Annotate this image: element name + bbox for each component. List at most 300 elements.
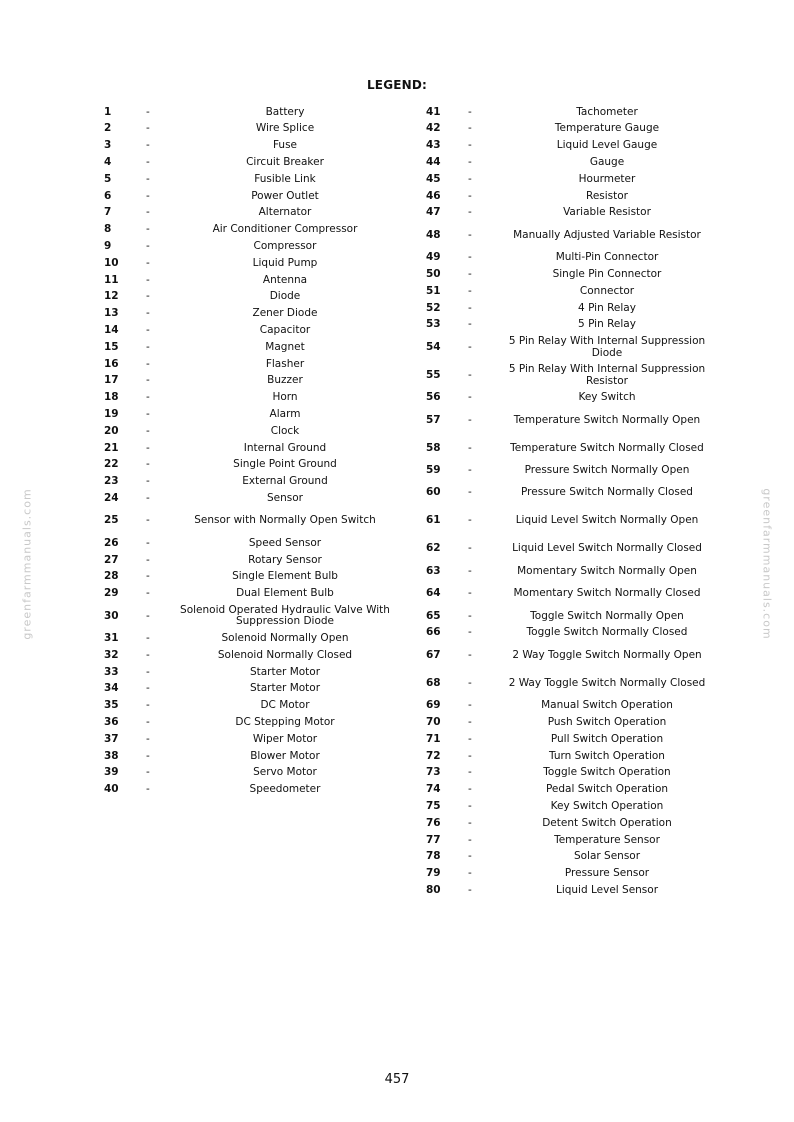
legend-description: External Ground xyxy=(242,475,328,488)
legend-dash: - xyxy=(146,553,150,566)
legend-row xyxy=(422,250,742,267)
legend-description: Momentary Switch Normally Open xyxy=(517,564,697,577)
legend-row xyxy=(100,457,420,474)
legend-dash: - xyxy=(146,570,150,583)
legend-dash: - xyxy=(146,240,150,253)
legend-dash: - xyxy=(146,290,150,303)
legend-number: 75 xyxy=(426,799,441,812)
legend-row xyxy=(422,283,742,300)
legend-row xyxy=(100,289,420,306)
legend-number: 22 xyxy=(104,458,119,471)
legend-row xyxy=(100,423,420,440)
legend-description: 4 Pin Relay xyxy=(578,301,636,314)
legend-dash: - xyxy=(468,732,472,745)
legend-dash: - xyxy=(146,715,150,728)
legend-description: Turn Switch Operation xyxy=(549,749,665,762)
legend-row xyxy=(422,849,742,866)
legend-number: 18 xyxy=(104,391,119,404)
legend-number: 63 xyxy=(426,564,441,577)
legend-dash: - xyxy=(468,609,472,622)
legend-row xyxy=(100,535,420,552)
legend-description: Multi-Pin Connector xyxy=(555,251,659,264)
legend-row xyxy=(422,479,742,507)
legend-row xyxy=(422,390,742,407)
legend-description: Antenna xyxy=(262,273,308,286)
legend-row xyxy=(100,647,420,664)
legend-dash: - xyxy=(468,318,472,331)
legend-description: Liquid Level Sensor xyxy=(555,883,659,896)
legend-number: 34 xyxy=(104,682,119,695)
legend-dash: - xyxy=(146,273,150,286)
legend-row xyxy=(100,630,420,647)
legend-number: 62 xyxy=(426,542,441,555)
legend-row xyxy=(422,798,742,815)
legend-number: 80 xyxy=(426,883,441,896)
legend-row xyxy=(100,205,420,222)
legend-number: 1 xyxy=(104,105,112,118)
legend-number: 70 xyxy=(426,715,441,728)
legend-dash: - xyxy=(146,206,150,219)
legend-dash: - xyxy=(146,475,150,488)
legend-dash: - xyxy=(468,413,472,426)
legend-number: 35 xyxy=(104,699,119,712)
legend-number: 76 xyxy=(426,816,441,829)
legend-dash: - xyxy=(146,374,150,387)
legend-number: 36 xyxy=(104,715,119,728)
legend-number: 3 xyxy=(104,139,112,152)
legend-description: Compressor xyxy=(253,240,317,253)
legend-description: Solenoid Operated Hydraulic Valve With Suppression Diode xyxy=(180,603,390,628)
legend-row xyxy=(100,222,420,239)
legend-number: 56 xyxy=(426,391,441,404)
legend-row xyxy=(100,681,420,698)
legend-description: Toggle Switch Normally Open xyxy=(530,609,684,622)
legend-number: 38 xyxy=(104,749,119,762)
legend-row xyxy=(100,474,420,491)
legend-dash: - xyxy=(146,587,150,600)
legend-description: Power Outlet xyxy=(251,189,319,202)
legend-dash: - xyxy=(146,648,150,661)
legend-row xyxy=(422,154,742,171)
legend-row xyxy=(422,121,742,138)
legend-row xyxy=(100,507,420,535)
page-title: LEGEND: xyxy=(366,78,428,92)
legend-row xyxy=(422,362,742,390)
legend-description: 5 Pin Relay xyxy=(578,318,636,331)
legend-description: DC Stepping Motor xyxy=(235,715,335,728)
legend-dash: - xyxy=(468,648,472,661)
legend-description: Toggle Switch Normally Closed xyxy=(526,626,688,639)
legend-description: 2 Way Toggle Switch Normally Closed xyxy=(508,676,706,689)
legend-number: 4 xyxy=(104,156,112,169)
legend-dash: - xyxy=(146,749,150,762)
legend-row xyxy=(100,731,420,748)
legend-dash: - xyxy=(146,122,150,135)
legend-row xyxy=(422,535,742,563)
legend-description: Internal Ground xyxy=(243,441,327,454)
legend-number: 14 xyxy=(104,324,119,336)
legend-description: Temperature Switch Normally Open xyxy=(513,413,701,426)
legend-description: Variable Resistor xyxy=(563,206,651,219)
legend-description: Gauge xyxy=(589,156,625,169)
legend-row xyxy=(100,552,420,569)
legend-description: Connector xyxy=(579,284,635,297)
legend-dash: - xyxy=(146,441,150,454)
legend-dash: - xyxy=(468,301,472,314)
legend-number: 5 xyxy=(104,172,112,185)
legend-number: 45 xyxy=(426,172,441,185)
legend-number: 43 xyxy=(426,139,441,152)
legend-row xyxy=(422,782,742,799)
legend-row xyxy=(100,272,420,289)
legend-description: Single Pin Connector xyxy=(552,268,662,281)
legend-number: 44 xyxy=(426,156,441,169)
legend-dash: - xyxy=(146,682,150,695)
legend-row xyxy=(422,317,742,334)
legend-description: Air Conditioner Compressor xyxy=(212,223,358,236)
legend-row xyxy=(422,866,742,883)
legend-number: 48 xyxy=(426,228,441,241)
legend-row xyxy=(100,306,420,323)
legend-row xyxy=(100,765,420,782)
legend-description: Magnet xyxy=(265,340,305,353)
legend-row xyxy=(422,815,742,832)
legend-row xyxy=(100,104,420,121)
legend-dash: - xyxy=(468,626,472,639)
legend-number: 6 xyxy=(104,189,112,202)
legend-dash: - xyxy=(146,766,150,779)
legend-dash: - xyxy=(468,464,472,476)
legend-dash: - xyxy=(146,139,150,152)
legend-number: 67 xyxy=(426,648,441,661)
legend-number: 50 xyxy=(426,268,441,281)
legend-dash: - xyxy=(146,391,150,404)
legend-description: Starter Motor xyxy=(249,682,321,695)
legend-dash: - xyxy=(468,340,472,353)
legend-number: 32 xyxy=(104,648,119,661)
legend-column-left xyxy=(100,104,420,798)
legend-number: 17 xyxy=(104,374,119,387)
legend-row xyxy=(422,642,742,670)
watermark-right: greenfarmmanuals.com xyxy=(760,488,774,640)
legend-row xyxy=(422,698,742,715)
legend-row xyxy=(422,608,742,625)
legend-description: Servo Motor xyxy=(253,766,317,779)
legend-dash: - xyxy=(146,458,150,471)
legend-row xyxy=(100,664,420,681)
legend-dash: - xyxy=(468,251,472,264)
legend-number: 65 xyxy=(426,609,441,622)
legend-dash: - xyxy=(146,514,150,527)
legend-dash: - xyxy=(146,172,150,185)
legend-number: 37 xyxy=(104,732,119,745)
legend-description: Detent Switch Operation xyxy=(542,816,672,829)
legend-dash: - xyxy=(468,486,472,499)
legend-column-right xyxy=(422,104,742,899)
legend-description: Push Switch Operation xyxy=(547,715,667,728)
legend-number: 12 xyxy=(104,290,119,303)
legend-dash: - xyxy=(468,799,472,812)
legend-dash: - xyxy=(468,867,472,880)
legend-description: Alarm xyxy=(269,407,301,420)
legend-row xyxy=(422,222,742,250)
legend-dash: - xyxy=(146,536,150,549)
legend-dash: - xyxy=(468,883,472,896)
legend-description: 2 Way Toggle Switch Normally Open xyxy=(512,648,702,661)
legend-dash: - xyxy=(468,542,472,555)
legend-description: 5 Pin Relay With Internal Suppression Diode xyxy=(508,335,706,359)
legend-number: 24 xyxy=(104,491,119,504)
legend-dash: - xyxy=(468,816,472,829)
legend-row xyxy=(100,373,420,390)
legend-row xyxy=(100,714,420,731)
legend-number: 39 xyxy=(104,766,119,779)
legend-description: Sensor xyxy=(267,491,303,504)
legend-description: Wire Splice xyxy=(255,122,315,135)
legend-description: Pressure Switch Normally Open xyxy=(524,464,690,476)
legend-dash: - xyxy=(468,122,472,135)
legend-number: 30 xyxy=(104,609,119,622)
legend-number: 60 xyxy=(426,486,441,499)
legend-row xyxy=(100,781,420,798)
legend-number: 58 xyxy=(426,441,441,454)
legend-row xyxy=(422,205,742,222)
legend-number: 8 xyxy=(104,223,112,236)
legend-number: 2 xyxy=(104,122,112,135)
legend-dash: - xyxy=(468,749,472,762)
legend-dash: - xyxy=(468,715,472,728)
legend-row xyxy=(422,748,742,765)
legend-row xyxy=(100,490,420,507)
legend-dash: - xyxy=(468,228,472,241)
legend-description: Zener Diode xyxy=(252,307,318,320)
legend-description: Single Point Ground xyxy=(233,458,337,471)
legend-row xyxy=(422,300,742,317)
legend-row xyxy=(100,255,420,272)
legend-number: 49 xyxy=(426,251,441,264)
legend-row xyxy=(100,188,420,205)
legend-dash: - xyxy=(146,256,150,269)
legend-number: 71 xyxy=(426,732,441,745)
legend-description: Hourmeter xyxy=(578,172,636,185)
legend-description: Solar Sensor xyxy=(573,850,641,863)
legend-description: Temperature Sensor xyxy=(554,833,660,846)
legend-dash: - xyxy=(146,631,150,644)
legend-description: Sensor with Normally Open Switch xyxy=(194,514,376,527)
legend-description: Momentary Switch Normally Closed xyxy=(513,587,701,600)
legend-row xyxy=(422,714,742,731)
legend-description: Flasher xyxy=(265,357,305,370)
legend-number: 66 xyxy=(426,626,441,639)
legend-description: Manually Adjusted Variable Resistor xyxy=(513,228,701,241)
page-number: 457 xyxy=(384,1072,410,1087)
legend-description: Starter Motor xyxy=(249,665,321,678)
legend-row xyxy=(100,339,420,356)
legend-number: 79 xyxy=(426,867,441,880)
legend-dash: - xyxy=(468,284,472,297)
legend-description: Circuit Breaker xyxy=(246,156,324,169)
watermark-left: greenfarmmanuals.com xyxy=(20,488,34,640)
legend-number: 7 xyxy=(104,206,112,219)
legend-description: Fuse xyxy=(272,139,298,152)
legend-number: 54 xyxy=(426,340,441,353)
legend-row xyxy=(422,507,742,535)
legend-dash: - xyxy=(468,368,472,381)
legend-description: Pedal Switch Operation xyxy=(545,783,669,796)
legend-description: Single Element Bulb xyxy=(232,570,338,583)
legend-number: 77 xyxy=(426,833,441,846)
legend-description: Clock xyxy=(270,424,300,437)
legend-number: 64 xyxy=(426,587,441,600)
legend-dash: - xyxy=(146,732,150,745)
legend-description: Wiper Motor xyxy=(252,732,318,745)
legend-number: 57 xyxy=(426,413,441,426)
legend-row xyxy=(422,334,742,362)
legend-row xyxy=(100,121,420,138)
legend-row xyxy=(100,406,420,423)
legend-dash: - xyxy=(468,189,472,202)
legend-description: Liquid Level Gauge xyxy=(556,139,658,152)
legend-row xyxy=(422,670,742,698)
legend-description: Buzzer xyxy=(267,374,303,387)
legend-dash: - xyxy=(468,850,472,863)
legend-row xyxy=(422,765,742,782)
legend-dash: - xyxy=(146,491,150,504)
legend-dash: - xyxy=(146,783,150,796)
legend-row xyxy=(100,356,420,373)
legend-number: 10 xyxy=(104,256,119,269)
legend-dash: - xyxy=(468,766,472,779)
legend-row xyxy=(100,171,420,188)
legend-description: Toggle Switch Operation xyxy=(543,766,671,779)
legend-dash: - xyxy=(468,514,472,527)
legend-number: 61 xyxy=(426,514,441,527)
legend-number: 33 xyxy=(104,665,119,678)
legend-description: Fusible Link xyxy=(254,172,316,185)
legend-number: 59 xyxy=(426,464,441,476)
legend-dash: - xyxy=(468,206,472,219)
legend-number: 72 xyxy=(426,749,441,762)
legend-dash: - xyxy=(468,156,472,169)
legend-number: 74 xyxy=(426,783,441,796)
legend-number: 53 xyxy=(426,318,441,331)
legend-row xyxy=(100,390,420,407)
legend-number: 9 xyxy=(104,240,112,253)
legend-number: 51 xyxy=(426,284,441,297)
legend-dash: - xyxy=(146,105,150,118)
legend-dash: - xyxy=(468,699,472,712)
legend-dash: - xyxy=(146,407,150,420)
legend-dash: - xyxy=(146,609,150,622)
legend-row xyxy=(422,406,742,434)
legend-number: 25 xyxy=(104,514,119,527)
legend-number: 31 xyxy=(104,631,119,644)
legend-number: 40 xyxy=(104,783,119,796)
legend-description: Speedometer xyxy=(249,783,321,796)
legend-dash: - xyxy=(146,324,150,336)
legend-dash: - xyxy=(146,340,150,353)
legend-description: Resistor xyxy=(586,189,628,202)
legend-dash: - xyxy=(468,833,472,846)
legend-row xyxy=(422,434,742,462)
legend-number: 29 xyxy=(104,587,119,600)
legend-row xyxy=(422,563,742,580)
legend-number: 15 xyxy=(104,340,119,353)
legend-number: 42 xyxy=(426,122,441,135)
legend-row xyxy=(100,698,420,715)
legend-row xyxy=(422,580,742,608)
legend-dash: - xyxy=(468,391,472,404)
legend-description: Pressure Sensor xyxy=(564,867,650,880)
legend-row xyxy=(422,462,742,479)
legend-number: 20 xyxy=(104,424,119,437)
legend-number: 28 xyxy=(104,570,119,583)
legend-description: 5 Pin Relay With Internal Suppression Resistor xyxy=(508,363,706,387)
legend-dash: - xyxy=(146,357,150,370)
legend-dash: - xyxy=(468,441,472,454)
legend-row xyxy=(422,104,742,121)
legend-dash: - xyxy=(468,172,472,185)
legend-dash: - xyxy=(468,783,472,796)
legend-row xyxy=(422,882,742,899)
legend-row xyxy=(100,322,420,339)
legend-description: Battery xyxy=(265,105,305,118)
legend-dash: - xyxy=(146,223,150,236)
legend-dash: - xyxy=(468,564,472,577)
legend-row xyxy=(100,586,420,603)
legend-row xyxy=(100,238,420,255)
legend-description: Blower Motor xyxy=(250,749,320,762)
legend-number: 46 xyxy=(426,189,441,202)
legend-number: 16 xyxy=(104,357,119,370)
legend-row xyxy=(100,440,420,457)
legend-number: 55 xyxy=(426,368,441,381)
legend-number: 47 xyxy=(426,206,441,219)
legend-number: 69 xyxy=(426,699,441,712)
legend-description: Solenoid Normally Closed xyxy=(217,648,353,661)
legend-row xyxy=(100,138,420,155)
legend-number: 19 xyxy=(104,407,119,420)
legend-description: Horn xyxy=(272,391,298,404)
legend-number: 21 xyxy=(104,441,119,454)
legend-row xyxy=(100,154,420,171)
legend-row xyxy=(422,171,742,188)
legend-dash: - xyxy=(468,587,472,600)
legend-row xyxy=(422,731,742,748)
legend-description: DC Motor xyxy=(260,699,310,712)
legend-dash: - xyxy=(146,665,150,678)
legend-dash: - xyxy=(146,424,150,437)
legend-description: Dual Element Bulb xyxy=(236,587,334,600)
legend-row xyxy=(100,748,420,765)
legend-number: 52 xyxy=(426,301,441,314)
legend-row xyxy=(422,625,742,642)
legend-description: Rotary Sensor xyxy=(248,553,322,566)
legend-description: Tachometer xyxy=(576,105,638,118)
legend-description: Manual Switch Operation xyxy=(541,699,673,712)
legend-description: Solenoid Normally Open xyxy=(221,631,349,644)
legend-row xyxy=(100,569,420,586)
legend-description: Temperature Gauge xyxy=(554,122,660,135)
legend-number: 26 xyxy=(104,536,119,549)
legend-description: Liquid Pump xyxy=(252,256,318,269)
legend-number: 73 xyxy=(426,766,441,779)
legend-description: Speed Sensor xyxy=(248,536,322,549)
legend-description: Liquid Level Switch Normally Closed xyxy=(512,542,702,555)
legend-dash: - xyxy=(468,676,472,689)
legend-description: Diode xyxy=(269,290,301,303)
legend-number: 68 xyxy=(426,676,441,689)
